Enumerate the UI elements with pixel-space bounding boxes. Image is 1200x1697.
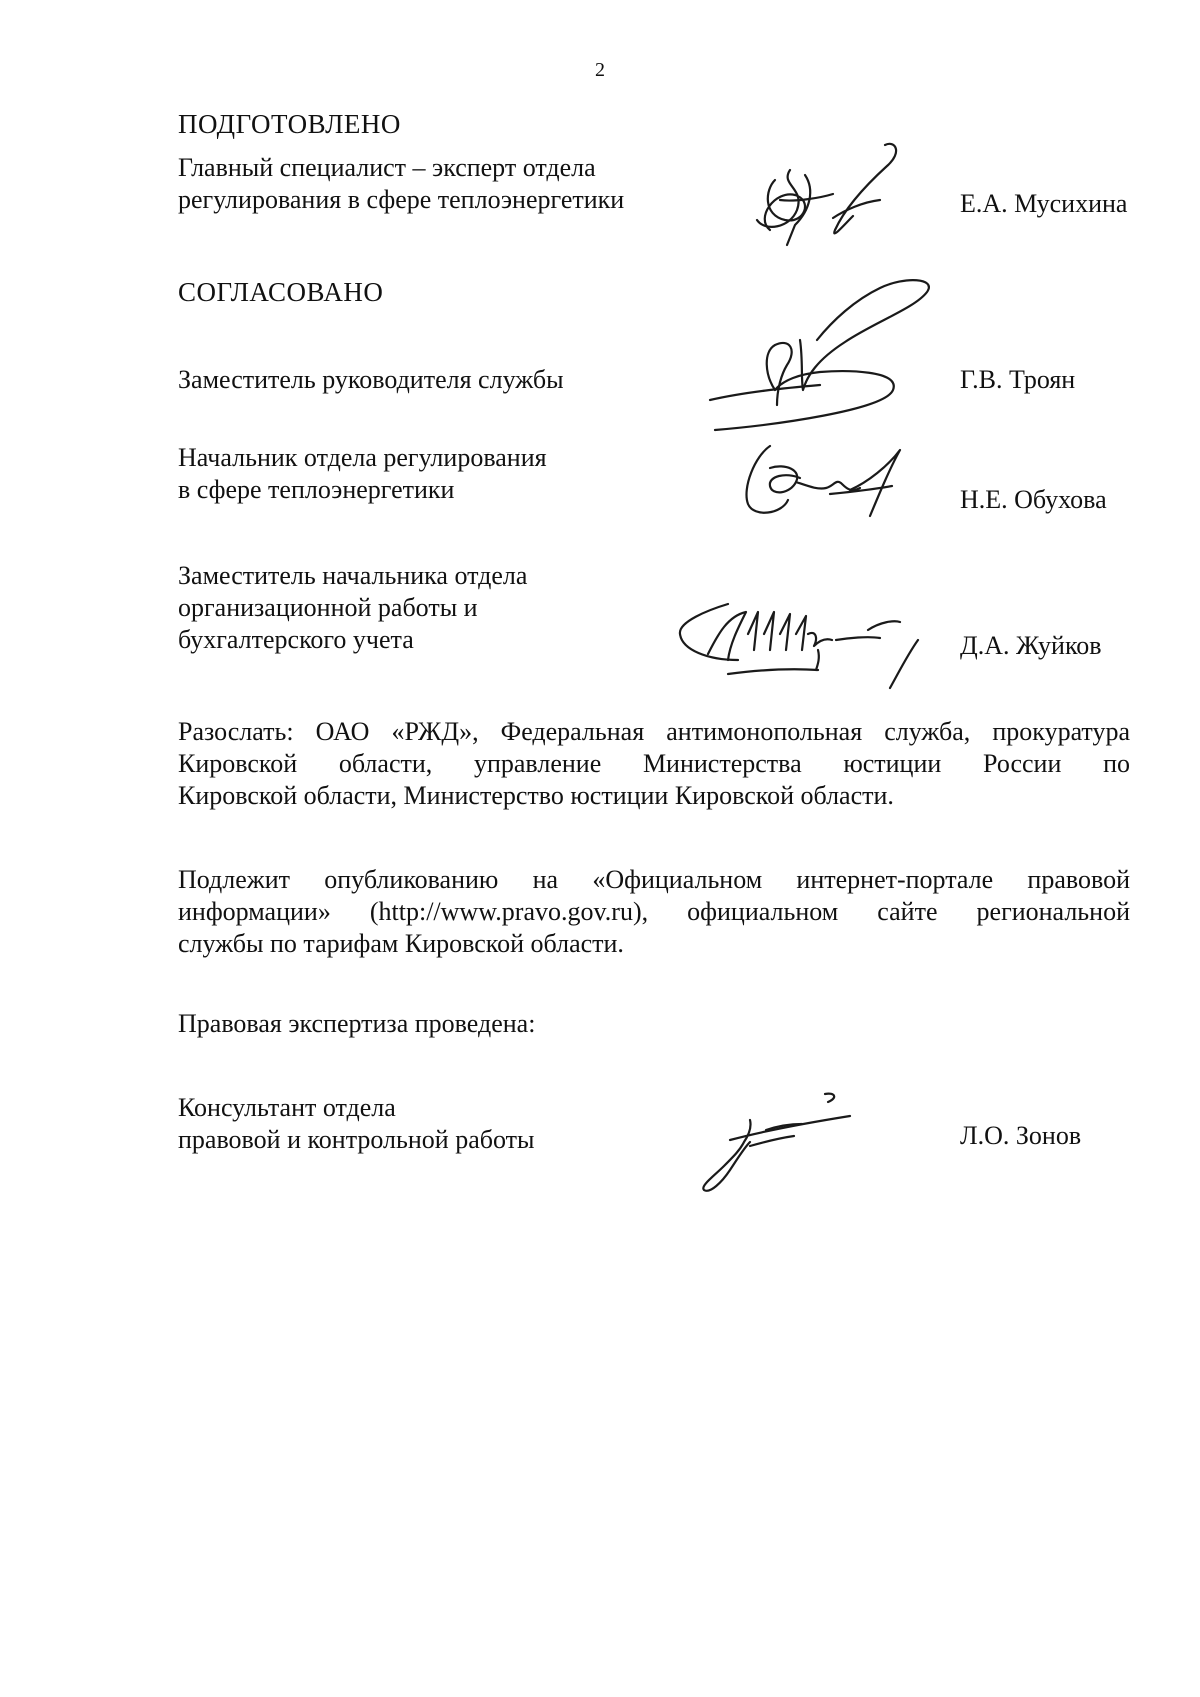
page-number: 2 — [595, 59, 605, 81]
agreed-heading: СОГЛАСОВАНО — [178, 277, 384, 307]
agreed-signer-2-position-line-1: Начальник отдела регулирования — [178, 443, 547, 472]
distribution-line-3: Кировской области, Министерство юстиции Кировской области. — [178, 781, 894, 810]
legal-review-position-line-1: Консультант отдела — [178, 1093, 396, 1122]
agreed-signer-2-name: Н.Е. Обухова — [960, 485, 1107, 514]
agreed-signer-3-position-line-2: организационной работы и — [178, 593, 478, 622]
agreed-signer-3-name: Д.А. Жуйков — [960, 631, 1102, 660]
legal-review-heading: Правовая экспертиза проведена: — [178, 1009, 536, 1038]
prepared-position — [178, 152, 738, 216]
agreed-signer-3-position-line-3: бухгалтерского учета — [178, 625, 414, 654]
publication-line-1: Подлежит опубликованию на «Официальном интернет-портале правовой — [178, 865, 1130, 894]
agreed-signer-3-position-line-1: Заместитель начальника отдела — [178, 561, 528, 590]
distribution-line-2: Кировской области, управление Министерства юстиции России по — [178, 749, 1130, 778]
prepared-signer-name: Е.А. Мусихина — [960, 189, 1128, 218]
agreed-signer-1-name: Г.В. Троян — [960, 365, 1076, 394]
agreed-signer-2-position-line-2: в сфере теплоэнергетики — [178, 475, 455, 504]
publication-paragraph — [178, 864, 1130, 960]
prepared-position-line-2: регулирования в сфере теплоэнергетики — [178, 185, 625, 214]
agreed-signer-1-position-line-1: Заместитель руководителя службы — [178, 365, 564, 394]
agreed-signer-3-position — [178, 560, 738, 656]
signature-obukhova — [730, 438, 910, 528]
publication-line-2: информации» (http://www.pravo.gov.ru), официальном сайте региональной — [178, 897, 1130, 926]
prepared-position-line-1: Главный специалист – эксперт отдела — [178, 153, 596, 182]
legal-review-position-line-2: правовой и контрольной работы — [178, 1125, 535, 1154]
legal-review-position — [178, 1092, 738, 1156]
distribution-line-1: Разослать: ОАО «РЖД», Федеральная антимонопольная служба, прокуратура — [178, 717, 1130, 746]
signature-zonov — [690, 1090, 870, 1200]
agreed-signer-1-position — [178, 364, 738, 396]
signature-troyan — [705, 280, 955, 450]
signature-musikhina — [735, 140, 910, 255]
distribution-paragraph — [178, 716, 1130, 812]
signature-zhuikov — [668, 594, 948, 694]
publication-line-3: службы по тарифам Кировской области. — [178, 929, 624, 958]
prepared-heading: ПОДГОТОВЛЕНО — [178, 109, 401, 139]
legal-review-signer-name: Л.О. Зонов — [960, 1121, 1082, 1150]
agreed-signer-2-position — [178, 442, 738, 506]
